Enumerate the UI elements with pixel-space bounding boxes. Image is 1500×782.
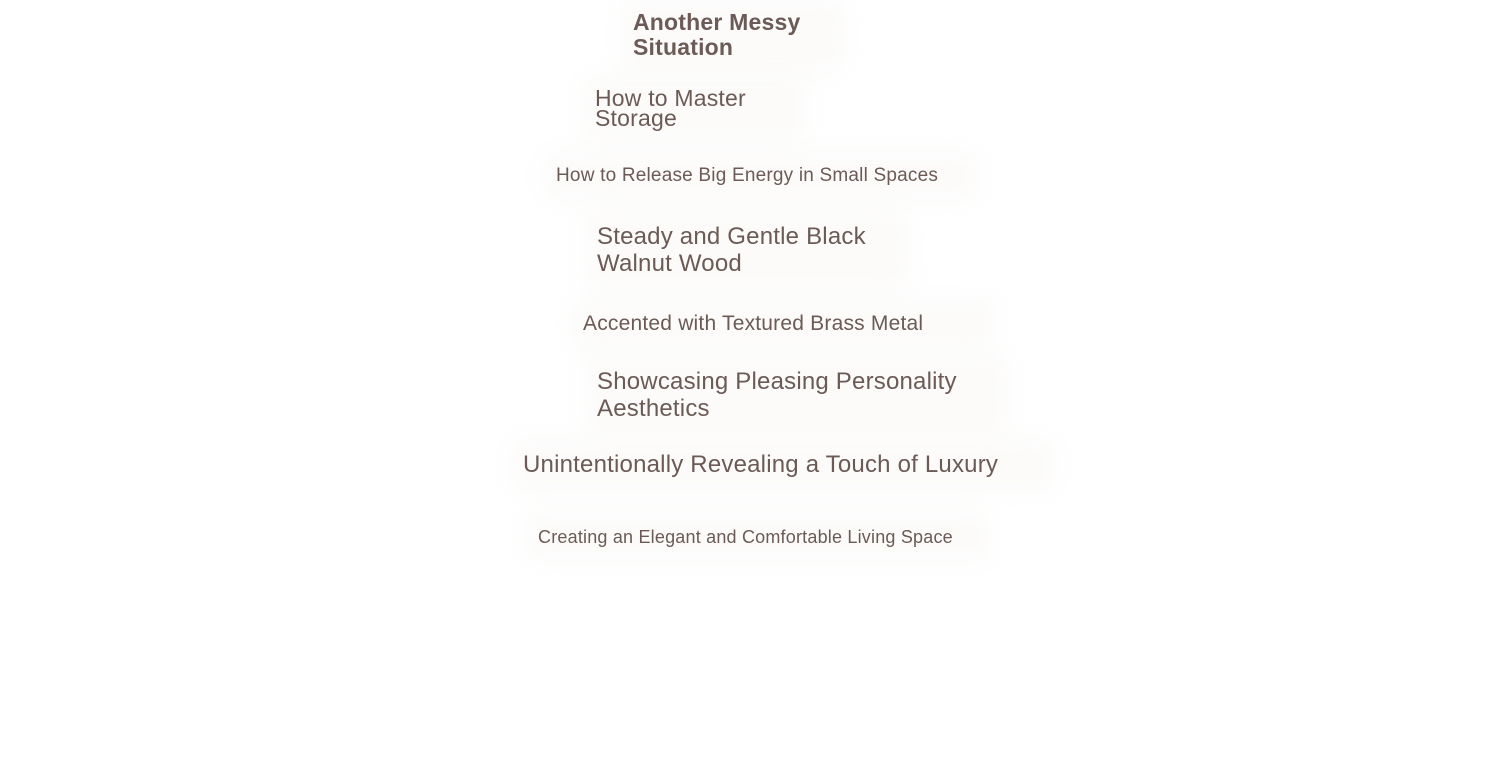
heading-release-big-energy: How to Release Big Energy in Small Spaces (556, 164, 966, 188)
heading-another-messy-situation: Another Messy Situation (633, 10, 833, 60)
heading-touch-of-luxury: Unintentionally Revealing a Touch of Luxury (523, 451, 1043, 479)
heading-how-to-master-storage: How to Master Storage (595, 88, 795, 128)
heading-black-walnut-wood: Steady and Gentle Black Walnut Wood (597, 223, 897, 277)
heading-elegant-living-space: Creating an Elegant and Comfortable Living Space (538, 526, 978, 548)
heading-textured-brass-metal: Accented with Textured Brass Metal (583, 311, 983, 337)
heading-personality-aesthetics: Showcasing Pleasing Personality Aesthetics (597, 368, 997, 422)
